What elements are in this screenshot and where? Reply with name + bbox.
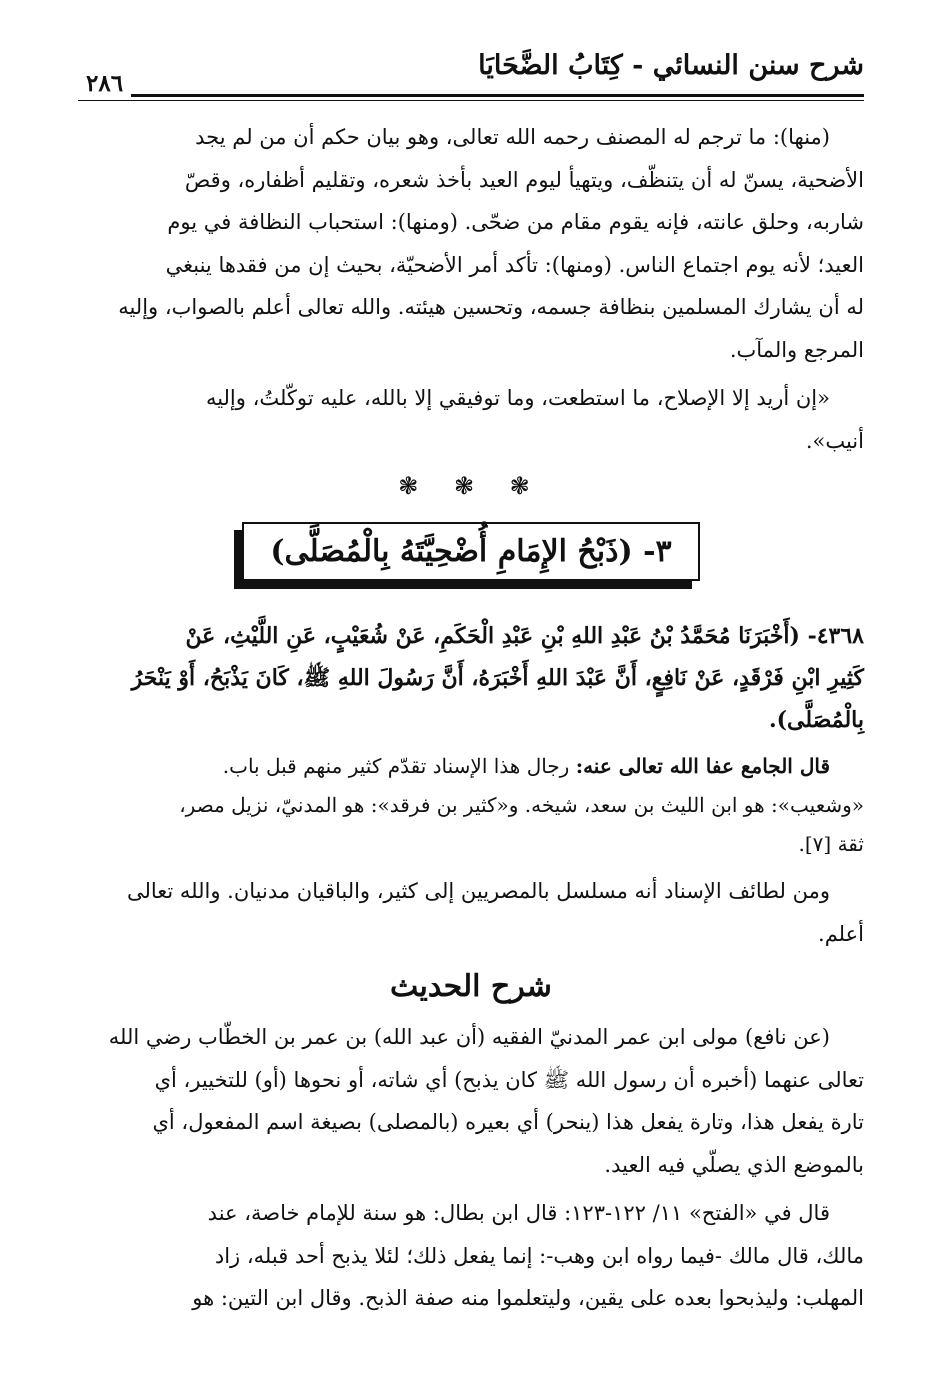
text-line: العيد؛ لأنه يوم اجتماع الناس. (ومنها): تأكد أمر الأضحيّة، بحيث إن من فقدها ينبغي [165, 252, 864, 277]
page-number: ٢٨٦ [78, 70, 131, 97]
text-line: تارة يفعل هذا، وتارة يفعل هذا (ينحر) أي بعيره (بالمصلى) بصيغة اسم المفعول، أي [152, 1110, 864, 1134]
running-header [78, 50, 864, 100]
text-line: قال في «الفتح» ١١/ ١٢٢-١٢٣: قال ابن بطال: هو سنة للإمام خاصة، عند [207, 1201, 830, 1225]
text-line: شاربه، وحلق عانته، فإنه يقوم مقام من ضحّى. (ومنها): استحباب النظافة في يوم [167, 210, 864, 234]
text-line: الأضحية، يسنّ له أن يتنظّف، ويتهيأ ليوم العيد بأخذ شعره، وتقليم أظفاره، وقصّ [184, 167, 864, 192]
chapter-heading: ٣- (ذَبْحُ الإِمَامِ أُضْحِيَّتَهُ بِالْمُصَلَّى) [242, 522, 699, 581]
intro-paragraph-1 [78, 116, 864, 371]
hadith-text [78, 615, 864, 741]
text-line: المرجع والمآب. [729, 337, 864, 362]
text-line: تعالى عنهما (أخبره أن رسول الله ﷺ كان يذبح) أي شاته، أو نحوها (أو) للتخيير، أي [154, 1067, 864, 1092]
text-line: مالك، قال مالك -فيما رواه ابن وهب-: إنما يفعل ذلك؛ لئلا يذبح أحد قبله، زاد [214, 1243, 864, 1268]
text-line: «وشعيب»: هو ابن الليث بن سعد، شيخه. و«كثير بن فرقد»: هو المدنيّ، نزيل مصر، [179, 793, 864, 817]
intro-paragraph-2 [78, 377, 864, 462]
commentary-paragraph-1 [78, 747, 864, 864]
sharh-paragraph-1 [78, 1016, 864, 1186]
sharh-paragraph-2 [78, 1192, 864, 1320]
text-line: (عن نافع) مولى ابن عمر المدنيّ الفقيه (أن عبد الله) بن عمر بن الخطّاب رضي الله [108, 1025, 830, 1049]
page-body [78, 116, 864, 1326]
section-separator: ❃ ❃ ❃ [398, 472, 544, 500]
compiler-label: قال الجامع عفا الله تعالى عنه: [575, 754, 830, 778]
text-line: بِالْمُصَلَّى). [768, 707, 864, 733]
text-line: كَثِيرِ ابْنِ فَرْقَدٍ، عَنْ نَافِعٍ، أَنَّ عَبْدَ اللهِ أَخْبَرَهُ، أَنَّ رَسُولَ اللهِ ﷺ، كَانَ يَذْبَحُ، أَوْ يَنْحَرُ [131, 665, 864, 691]
header-title: شرح سنن النسائي - كِتَابُ الضَّحَايَا [478, 50, 864, 81]
text-line: المهلب: وليذبحوا بعده على يقين، وليتعلموا منه صفة الذبح. وقال ابن التين: هو [192, 1286, 864, 1310]
header-rule [78, 94, 864, 97]
text-line [78, 747, 864, 786]
text-line: بالموضع الذي يصلّي فيه العيد. [604, 1152, 864, 1177]
text-line: أنيب». [805, 428, 864, 453]
text-line: أعلم. [818, 921, 864, 946]
text-line: (منها): ما ترجم له المصنف رحمه الله تعالى، وهو بيان حكم أن من لم يجد [195, 125, 830, 149]
text-span: رجال هذا الإسناد تقدّم كثير منهم قبل باب. [222, 754, 576, 778]
chapter-heading-wrap [78, 522, 864, 581]
text-line: ثقة [٧]. [798, 832, 864, 856]
commentary-paragraph-2 [78, 870, 864, 955]
text-line: له أن يشارك المسلمين بنظافة جسمه، وتحسين هيئته. والله تعالى أعلم بالصواب، وإليه [118, 295, 864, 319]
text-line: «إن أريد إلا الإصلاح، ما استطعت، وما توفيقي إلا بالله، عليه توكّلتُ، وإليه [205, 386, 830, 410]
header-rule-thin [78, 100, 864, 101]
sharh-heading: شرح الحديث [390, 969, 552, 1004]
text-line: ومن لطائف الإسناد أنه مسلسل بالمصريين إلى كثير، والباقيان مدنيان. والله تعالى [126, 879, 830, 903]
text-line: ٤٣٦٨- (أَخْبَرَنَا مُحَمَّدُ بْنُ عَبْدِ اللهِ بْنِ عَبْدِ الْحَكَمِ، عَنْ شُعَيْبٍ، عَنِ اللَّيْثِ، عَنْ [185, 623, 864, 649]
